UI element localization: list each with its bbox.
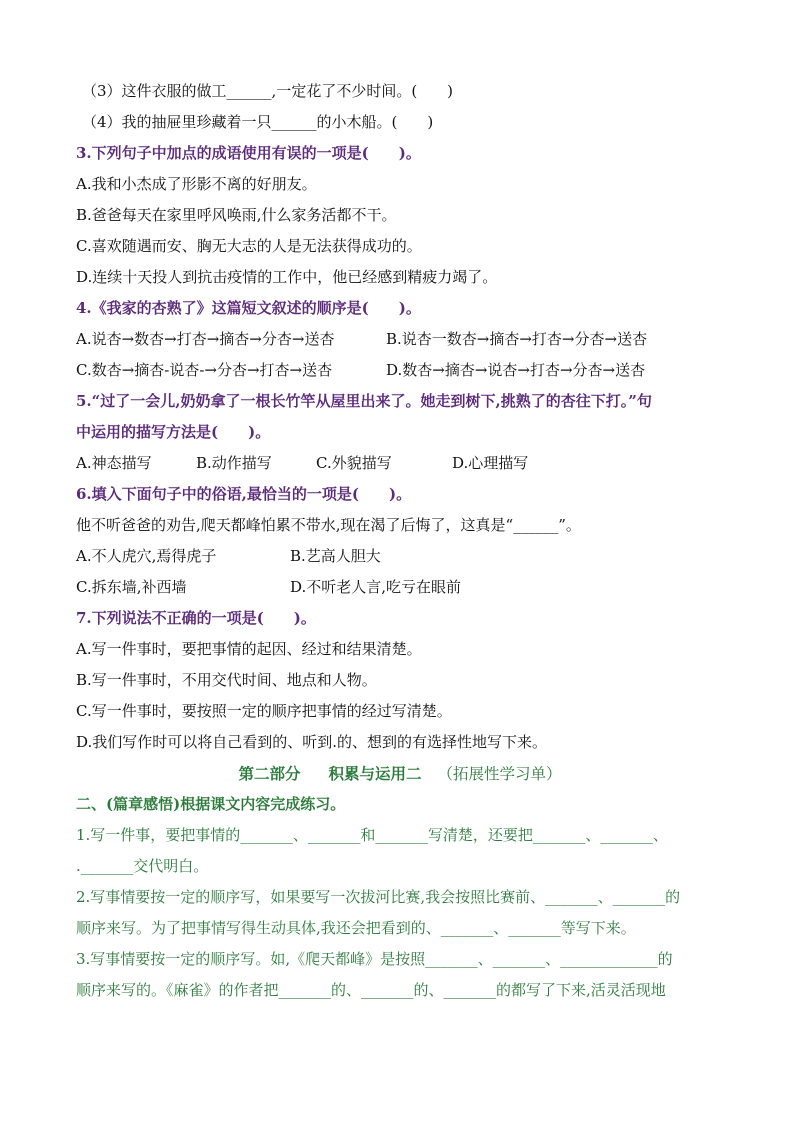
question-6-sentence: 他不听爸爸的劝告,爬天都峰怕累不带水,现在渴了后悔了，这真是“______”。	[76, 516, 581, 534]
part-2-item-1-continued: ._______交代明白。	[76, 857, 209, 875]
question-7-option-d: D.我们写作时可以将自己看到的、听到.的、想到的有选择性地写下来。	[76, 733, 548, 751]
part-2-item-1: 1.写一件事，要把事情的_______、_______和_______写清楚，还要把_______、_______、	[76, 826, 668, 844]
question-6-options-row-1	[76, 541, 724, 572]
question-4-option-d: D.数杏→摘杏→说杏→打杏→分杏→送杏	[386, 361, 646, 379]
part-2-item-2: 2.写事情要按一定的顺序写，如果要写一次拔河比赛,我会按照比赛前、_______、_______的	[76, 888, 681, 906]
part-2-heading: 二、(篇章感悟)根据课文内容完成练习。	[76, 795, 346, 813]
question-4: 4.《我家的杏熟了》这篇短文叙述的顺序是( )。	[76, 299, 421, 317]
question-6-option-b: B.艺高人胆大	[290, 547, 381, 565]
question-6-options-row-2	[76, 572, 724, 603]
question-6-option-d: D.不听老人言,吃亏在眼前	[290, 578, 462, 596]
question-3-option-b: B.爸爸每天在家里呼风唤雨,什么家务活都不干。	[76, 206, 397, 224]
question-4-options-row-2	[76, 355, 724, 386]
section-part: 第二部分	[238, 764, 301, 783]
question-7-option-b: B.写一件事时，不用交代时间、地点和人物。	[76, 671, 377, 689]
question-5-options	[76, 448, 724, 479]
question-3-option-d: D.连续十天投人到抗击疫情的工作中，他已经感到精疲力竭了。	[76, 268, 498, 286]
part-2-item-3: 3.写事情要按一定的顺序写。如,《爬天都峰》是按照_______、_______、_____________的	[76, 950, 673, 968]
question-5-continued: 中运用的描写方法是( )。	[76, 423, 271, 441]
section-subtitle: （拓展性学习单）	[437, 765, 562, 783]
question-7: 7.下列说法不正确的一项是( )。	[76, 609, 316, 627]
question-3-option-c: C.喜欢随遇而安、胸无大志的人是无法获得成功的。	[76, 237, 422, 255]
question-7-option-a: A.写一件事时，要把事情的起因、经过和结果清楚。	[76, 640, 422, 658]
question-3-option-a: A.我和小杰成了形影不离的好朋友。	[76, 175, 317, 193]
part-2-item-3-continued: 顺序来写的。《麻雀》的作者把_______的、_______的、_______的都写了下来,活灵活现地	[76, 981, 666, 999]
question-6-option-a: A.不人虎穴,焉得虎子	[76, 547, 217, 565]
part-2-item-2-continued: 顺序来写。为了把事情写得生动具体,我还会把看到的、_______、_______等写下来。	[76, 919, 636, 937]
question-7-option-c: C.写一件事时，要按照一定的顺序把事情的经过写清楚。	[76, 702, 452, 720]
question-5: 5.“过了一会儿,奶奶拿了一根长竹竿从屋里出来了。她走到树下,挑熟了的杏往下打。”句	[76, 392, 652, 410]
question-5-option-b: B.动作描写	[196, 454, 272, 472]
question-4-option-c: C.数杏→摘杏-说杏-→分杏→打杏→送杏	[76, 361, 333, 379]
item-4-sentence: （4）我的抽屉里珍藏着一只______的小木船。( )	[82, 113, 434, 131]
item-3-sentence: （3）这件衣服的做工______,一定花了不少时间。( )	[82, 82, 454, 100]
question-5-option-a: A.神态描写	[76, 454, 152, 472]
section-heading	[76, 758, 724, 789]
question-6-option-c: C.拆东墙,补西墙	[76, 578, 187, 596]
question-4-option-b: B.说杏一数杏→摘杏→打杏→分杏→送杏	[386, 330, 648, 348]
worksheet-page	[76, 76, 724, 1006]
question-3: 3.下列句子中加点的成语使用有误的一项是( )。	[76, 144, 421, 162]
question-6: 6.填入下面句子中的俗语,最恰当的一项是( )。	[76, 485, 412, 503]
question-5-option-c: C.外貌描写	[316, 454, 392, 472]
question-4-option-a: A.说杏→数杏→打杏→摘杏→分杏→送杏	[76, 330, 335, 348]
question-5-option-d: D.心理描写	[452, 454, 529, 472]
question-4-options-row-1	[76, 324, 724, 355]
section-title: 积累与运用二	[328, 764, 422, 783]
